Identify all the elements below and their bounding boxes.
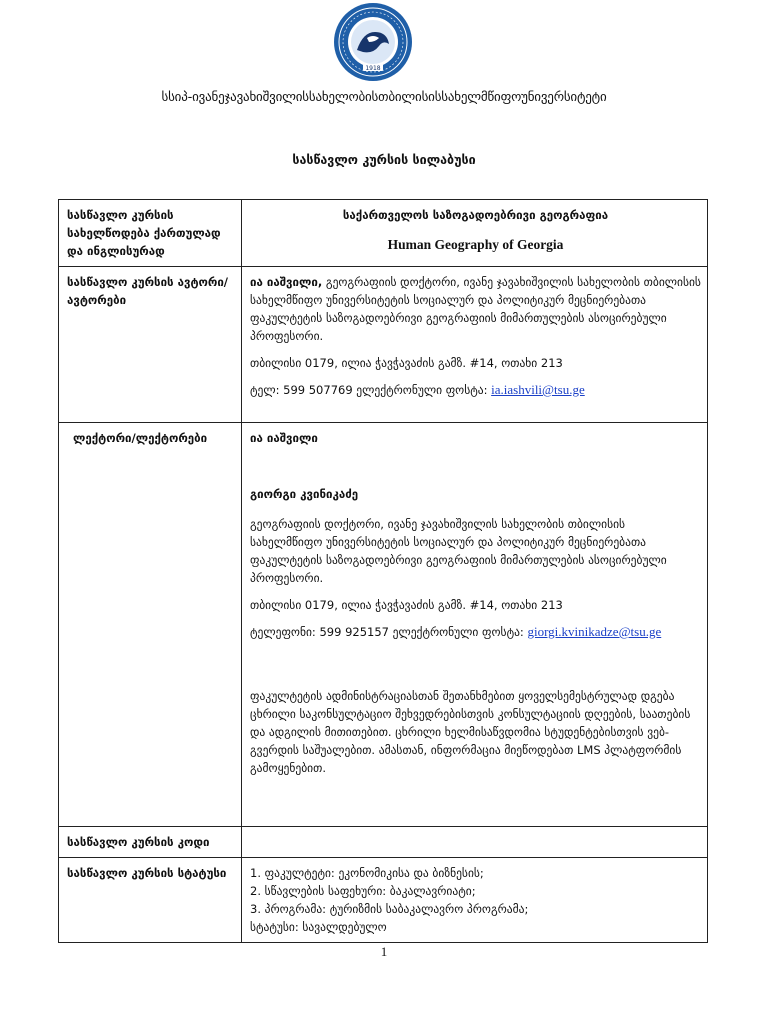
syllabus-table (58, 199, 708, 943)
page-number: 1 (380, 944, 388, 959)
author-address: თბილისი 0179, ილია ჭავჭავაძის გამზ. #14, ოთახი 213 (250, 356, 563, 370)
university-logo (333, 2, 413, 82)
document-title: სასწავლო კურსის სილაბუსი (292, 152, 476, 167)
author-name: ია იაშვილი, (250, 275, 323, 289)
status-label: სასწავლო კურსის სტატუსი (59, 858, 242, 943)
author-label: სასწავლო კურსის ავტორი/ავტორები (59, 267, 242, 423)
table-row-course-name (59, 200, 708, 267)
lecturer-2-description: გეოგრაფიის დოქტორი, ივანე ჯავახიშვილის სახელობის თბილისის სახელმწიფო უნივერსიტეტის სოციალურ და პოლიტიკურ მეცნიერებათა ფაკულტეტის საზოგადოებრივი გეოგრაფიის მიმართულების ასოცირებული პროფესორი. (250, 517, 667, 585)
status-item-status: სტატუსი: სავალდებულო (250, 920, 387, 934)
author-value (242, 267, 708, 423)
university-name: სსიპ-ივანეჯავახიშვილისსახელობისთბილისისსახელმწიფოუნივერსიტეტი (161, 90, 607, 105)
lecturer-2-name: გიორგი კვინიკაძე (250, 487, 359, 501)
lecturers-label: ლექტორი/ლექტორები (59, 423, 242, 827)
course-name-label: სასწავლო კურსის სახელწოდება ქართულად და ინგლისურად (59, 200, 242, 267)
status-item-faculty: 1. ფაკულტეტი: ეკონომიკისა და ბიზნესის; (250, 866, 484, 880)
consultation-info: ფაკულტეტის ადმინისტრაციასთან შეთანხმებით ყოველსემესტრულად დგება ცხრილი საკონსულტაციო შეხვედრებისთვის კონსულტაციის დღეების, საათების და ადგილის მითითებით. ცხრილი ხელმისაწვდომია სტუდენტებისთვის ვებ-გვერდის საშუალებით. ამასთან, ინფორმაცია მიეწოდებათ LMS პლატფორმის გამოყენებით. (250, 689, 691, 775)
course-code-label: სასწავლო კურსის კოდი (59, 827, 242, 858)
svg-text:1918: 1918 (365, 65, 381, 72)
table-row-status (59, 858, 708, 943)
author-description: ია იაშვილი, გეოგრაფიის დოქტორი, ივანე ჯავახიშვილის სახელობის თბილისის სახელმწიფო უნივერსიტეტის სოციალურ და პოლიტიკურ მეცნიერებათა ფაკულტეტის საზოგადოებრივი გეოგრაფიის მიმართულების ასოცირებული პროფესორი. (250, 275, 701, 343)
author-email-link[interactable]: ia.iashvili@tsu.ge (491, 382, 585, 397)
table-row-author (59, 267, 708, 423)
lecturers-value (242, 423, 708, 827)
status-value (242, 858, 708, 943)
lecturer-2-address: თბილისი 0179, ილია ჭავჭავაძის გამზ. #14, ოთახი 213 (250, 598, 563, 612)
table-row-lecturers (59, 423, 708, 827)
course-name-english: Human Geography of Georgia (387, 237, 564, 252)
status-item-level: 2. სწავლების საფეხური: ბაკალავრიატი; (250, 884, 476, 898)
lecturer-2-contact: ტელეფონი: 599 925157 ელექტრონული ფოსტა: giorgi.kvinikadze@tsu.ge (250, 624, 662, 639)
table-row-course-code (59, 827, 708, 858)
course-name-georgian: საქართველოს საზოგადოებრივი გეოგრაფია (342, 208, 609, 222)
status-item-program: 3. პროგრამა: ტურიზმის საბაკალავრო პროგრამა; (250, 902, 529, 916)
lecturer-2-email-link[interactable]: giorgi.kvinikadze@tsu.ge (527, 624, 662, 639)
lecturer-1-name: ია იაშვილი (250, 431, 318, 445)
course-code-value (242, 827, 708, 858)
author-contact: ტელ: 599 507769 ელექტრონული ფოსტა: ia.iashvili@tsu.ge (250, 382, 585, 397)
course-name-value (242, 200, 708, 267)
